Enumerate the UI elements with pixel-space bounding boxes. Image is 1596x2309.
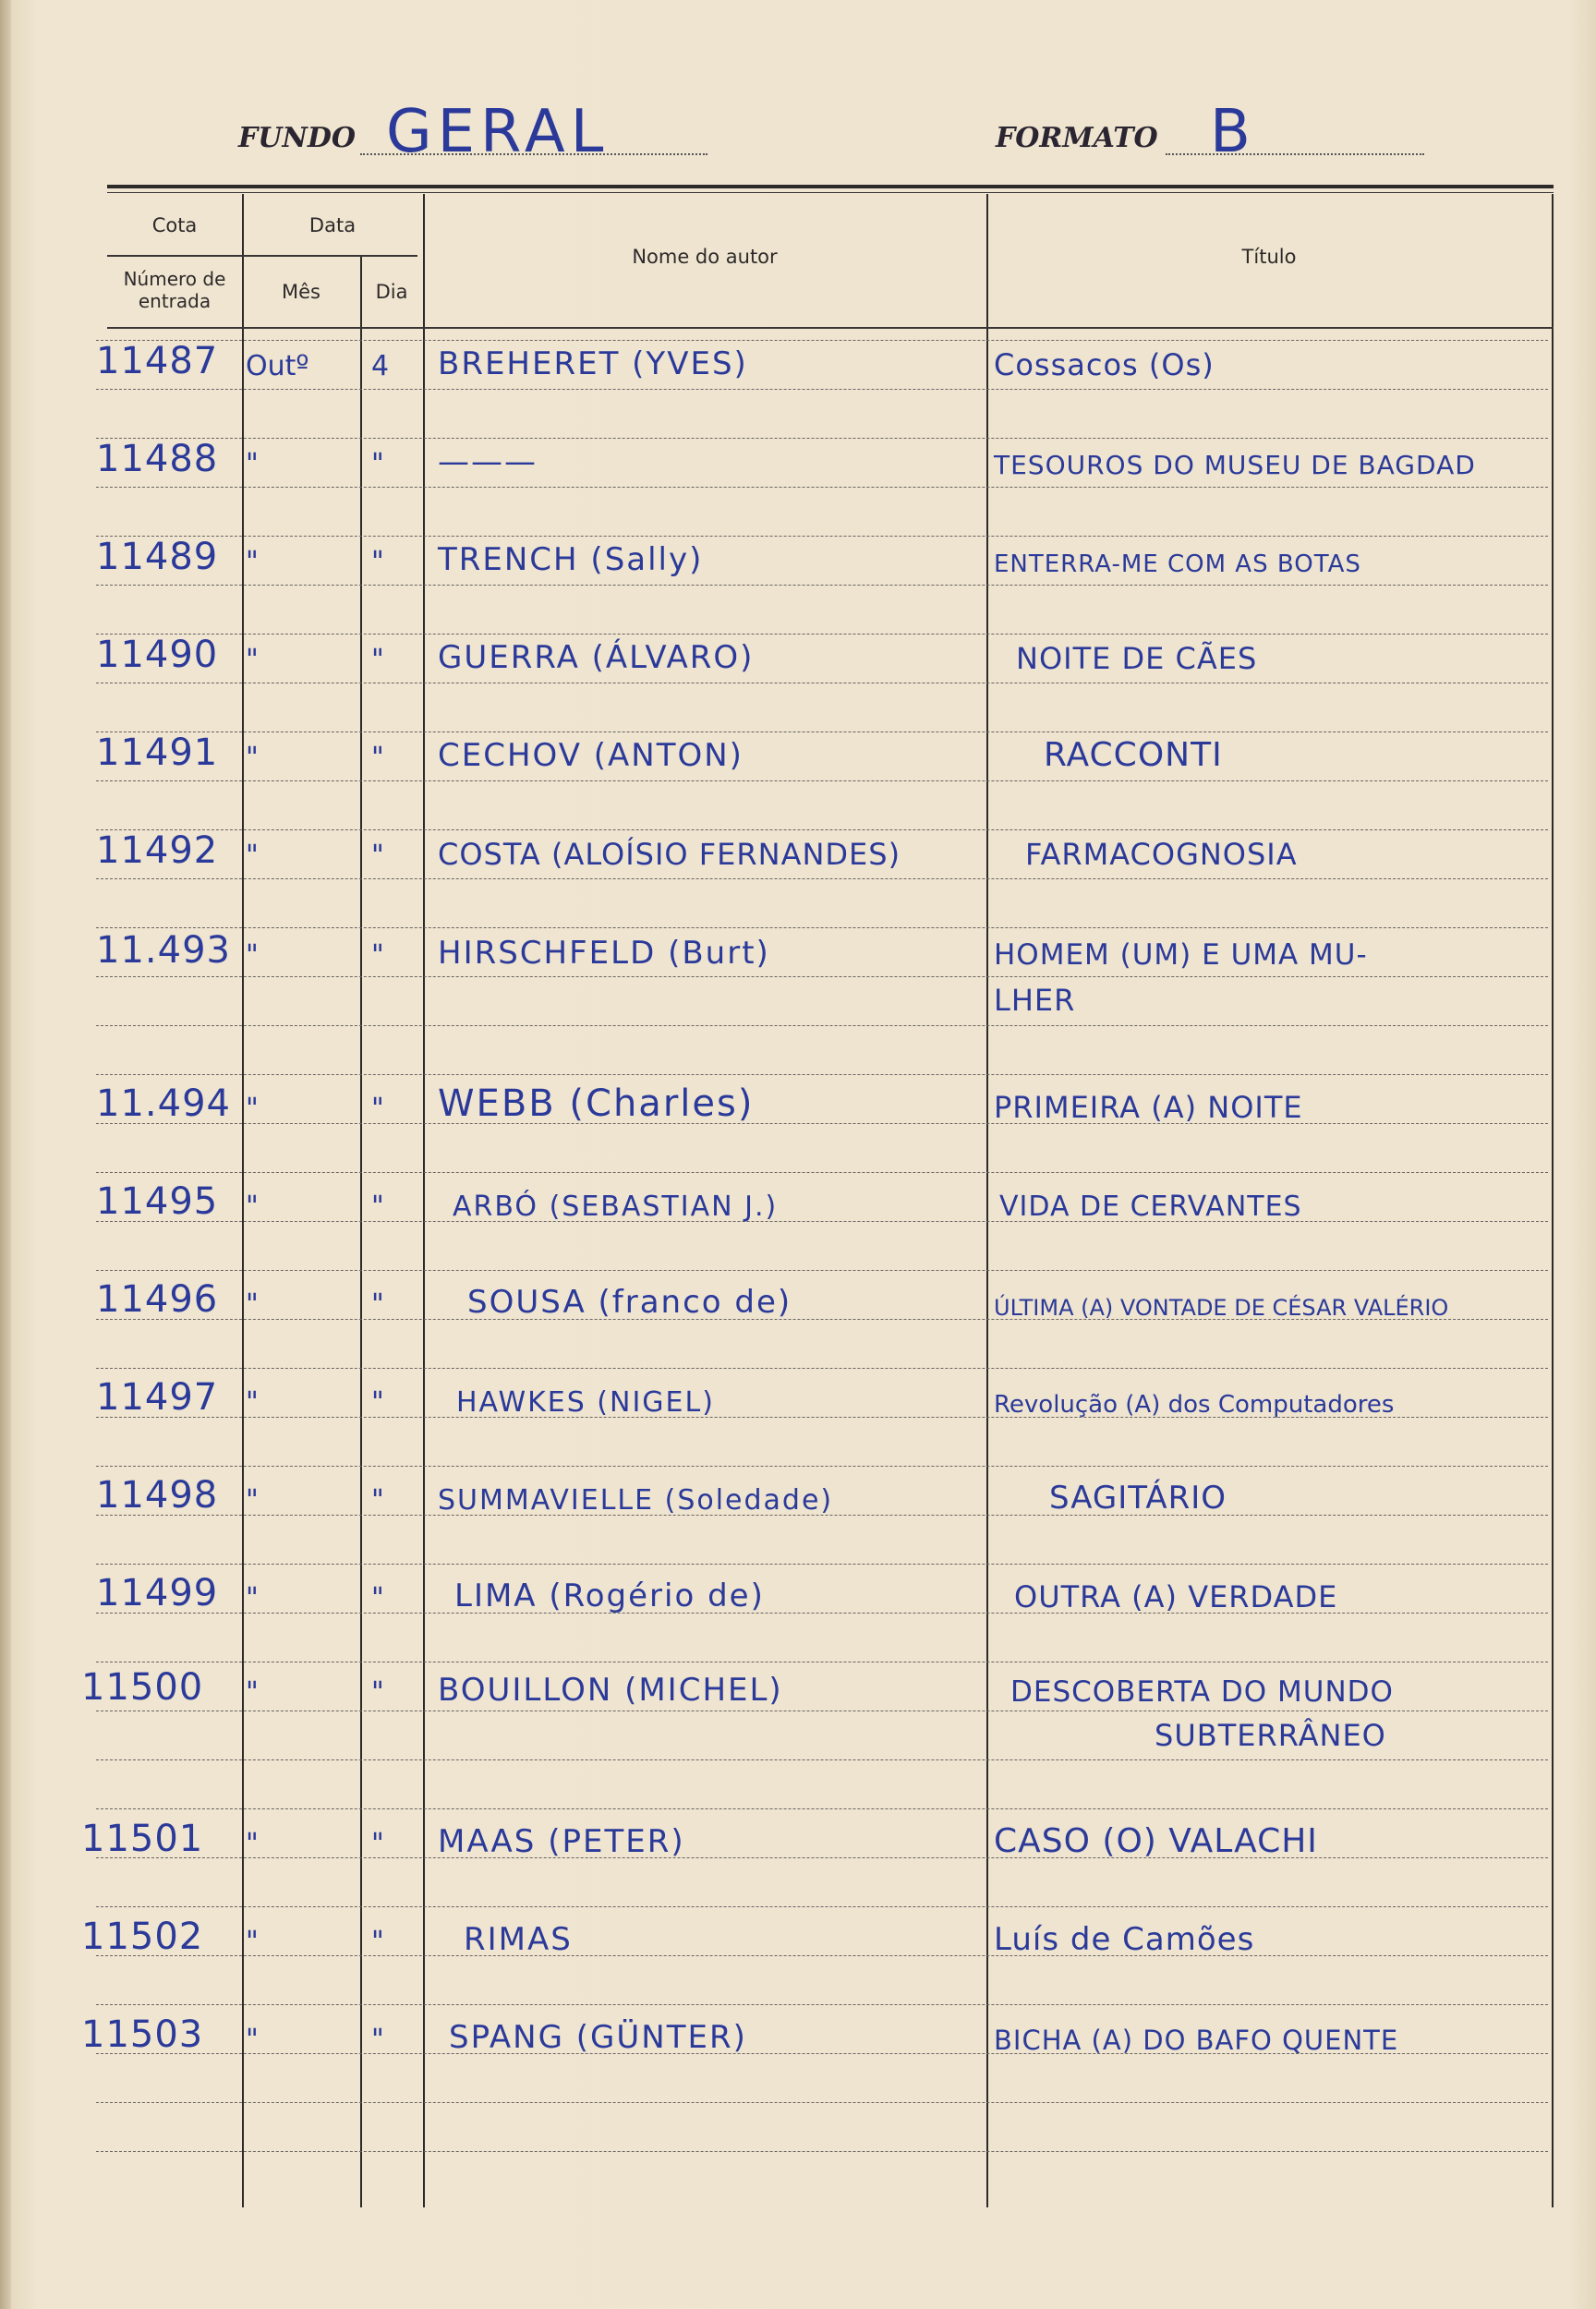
dia-cell: " — [371, 1191, 384, 1223]
formato-label: FORMATO — [996, 122, 1158, 154]
autor-cell: ARBÓ (SEBASTIAN J.) — [453, 1191, 779, 1223]
cota-cell: 11488 — [96, 438, 219, 480]
dia-cell: " — [371, 1828, 384, 1860]
ruled-line — [96, 2004, 1548, 2005]
fundo-value: GERAL — [386, 98, 610, 166]
mes-cell: " — [246, 1676, 259, 1709]
cota-cell: 11.494 — [96, 1082, 231, 1125]
table-row — [0, 1565, 1596, 1620]
mes-cell: " — [246, 939, 259, 972]
autor-cell: LIMA (Rogério de) — [454, 1578, 765, 1614]
titulo-cell: VIDA DE CERVANTES — [999, 1191, 1302, 1223]
mes-cell: " — [246, 1582, 259, 1614]
formato-underline — [1166, 153, 1424, 155]
table-row — [0, 922, 1596, 1018]
cota-cell: 11491 — [96, 731, 219, 774]
mes-cell: " — [246, 1926, 259, 1958]
cota-cell: 11492 — [96, 829, 219, 872]
mes-cell: " — [246, 448, 259, 480]
mes-cell: " — [246, 1828, 259, 1860]
titulo-cell: OUTRA (A) VERDADE — [1014, 1579, 1338, 1614]
autor-cell: BOUILLON (MICHEL) — [438, 1672, 783, 1709]
mes-cell: " — [246, 644, 259, 676]
dia-cell: " — [371, 448, 384, 480]
cota-cell: 11.493 — [96, 929, 231, 972]
cota-cell: 11500 — [81, 1666, 204, 1709]
autor-cell: MAAS (PETER) — [438, 1823, 685, 1860]
titulo-cell: FARMACOGNOSIA — [1025, 837, 1298, 872]
dia-cell: " — [371, 840, 384, 872]
autor-cell: HAWKES (NIGEL) — [456, 1386, 715, 1419]
dia-cell: " — [371, 1484, 384, 1517]
table-row — [0, 528, 1596, 584]
dia-cell: " — [371, 644, 384, 676]
titulo-cell: CASO (O) VALACHI — [994, 1822, 1318, 1860]
col-head-dia: Dia — [375, 281, 408, 303]
ruled-line — [96, 878, 1548, 879]
autor-cell: SOUSA (franco de) — [467, 1284, 792, 1321]
titulo-cell: RACCONTI — [1044, 736, 1223, 774]
titulo-cell: Cossacos (Os) — [994, 347, 1215, 382]
mes-cell: " — [246, 1484, 259, 1517]
autor-cell: WEBB (Charles) — [438, 1082, 755, 1125]
dia-cell: 4 — [371, 350, 390, 382]
dia-cell: " — [371, 1288, 384, 1321]
titulo-cell: NOITE DE CÃES — [1016, 641, 1258, 676]
titulo-cell: Revolução (A) dos Computadores — [994, 1391, 1395, 1419]
ruled-line — [96, 2151, 1548, 2152]
mes-cell: " — [246, 1093, 259, 1125]
ruled-line — [96, 2102, 1548, 2103]
titulo-cell: SAGITÁRIO — [1049, 1480, 1227, 1517]
table-top-rule — [107, 185, 1554, 188]
titulo-cell: ÚLTIMA (A) VONTADE DE CÉSAR VALÉRIO — [994, 1295, 1449, 1321]
dia-cell: " — [371, 1386, 384, 1419]
table-row — [0, 1659, 1596, 1753]
titulo-cell: HOMEM (UM) E UMA MU- — [994, 938, 1368, 972]
titulo-cell: Luís de Camões — [994, 1921, 1255, 1958]
mes-cell: " — [246, 840, 259, 872]
dia-cell: " — [371, 939, 384, 972]
formato-value: B — [1210, 98, 1256, 166]
col-head-mes: Mês — [282, 281, 320, 303]
table-top-rule-thin — [107, 192, 1554, 193]
autor-cell: TRENCH (Sally) — [438, 541, 704, 578]
table-row — [0, 1173, 1596, 1228]
cota-cell: 11489 — [96, 536, 219, 578]
table-row — [0, 1271, 1596, 1326]
table-row — [0, 1075, 1596, 1130]
titulo-continuation: SUBTERRÂNEO — [1155, 1718, 1386, 1753]
cota-cell: 11503 — [81, 2013, 204, 2056]
table-row — [0, 430, 1596, 486]
titulo-cell: DESCOBERTA DO MUNDO — [1010, 1675, 1394, 1709]
table-row — [0, 626, 1596, 682]
table-row — [0, 332, 1596, 388]
mes-cell: " — [246, 1288, 259, 1321]
ruled-line — [96, 1759, 1548, 1760]
cota-cell: 11487 — [96, 340, 219, 382]
titulo-cell: BICHA (A) DO BAFO QUENTE — [994, 2025, 1399, 2056]
autor-cell: GUERRA (ÁLVARO) — [438, 639, 755, 676]
table-row — [0, 1467, 1596, 1522]
mes-cell: Outº — [246, 350, 309, 382]
table-row — [0, 724, 1596, 780]
cota-cell: 11495 — [96, 1180, 219, 1223]
autor-cell: CECHOV (ANTON) — [438, 737, 744, 774]
header-bottom-rule — [107, 327, 1554, 329]
ruled-line — [96, 1906, 1548, 1907]
ruled-line — [96, 487, 1548, 488]
dia-cell: " — [371, 742, 384, 774]
col-head-numero-2: entrada — [138, 290, 212, 312]
autor-cell: RIMAS — [464, 1921, 573, 1958]
table-row — [0, 822, 1596, 877]
ruled-line — [96, 1808, 1548, 1809]
fundo-underline — [360, 153, 707, 155]
fundo-label: FUNDO — [238, 122, 357, 154]
ruled-line — [96, 1025, 1548, 1026]
cota-cell: 11502 — [81, 1916, 204, 1958]
cota-cell: 11498 — [96, 1474, 219, 1517]
dia-cell: " — [371, 1093, 384, 1125]
col-head-titulo: Título — [1241, 246, 1297, 268]
col-head-numero-1: Número de — [123, 268, 226, 290]
dia-cell: " — [371, 546, 384, 578]
autor-cell: HIRSCHFELD (Burt) — [438, 935, 770, 972]
table-row — [0, 1908, 1596, 1964]
dia-cell: " — [371, 1926, 384, 1958]
autor-cell: BREHERET (YVES) — [438, 345, 748, 382]
dia-cell: " — [371, 2024, 384, 2056]
header-mid-rule — [107, 255, 417, 257]
autor-cell: SPANG (GÜNTER) — [449, 2019, 747, 2056]
mes-cell: " — [246, 1191, 259, 1223]
ruled-line — [96, 780, 1548, 781]
cota-cell: 11497 — [96, 1376, 219, 1419]
dia-cell: " — [371, 1676, 384, 1709]
col-head-data: Data — [308, 214, 357, 236]
titulo-cell: PRIMEIRA (A) NOITE — [994, 1090, 1303, 1125]
titulo-continuation: LHER — [994, 983, 1076, 1018]
mes-cell: " — [246, 2024, 259, 2056]
autor-cell: ——— — [438, 443, 538, 480]
titulo-cell: TESOUROS DO MUSEU DE BAGDAD — [994, 450, 1476, 480]
autor-cell: COSTA (ALOÍSIO FERNANDES) — [438, 837, 901, 872]
ruled-line — [96, 585, 1548, 586]
table-row — [0, 1369, 1596, 1424]
cota-cell: 11501 — [81, 1818, 204, 1860]
col-head-autor: Nome do autor — [632, 246, 778, 268]
autor-cell: SUMMAVIELLE (Soledade) — [438, 1484, 834, 1517]
col-head-cota: Cota — [151, 214, 198, 236]
cota-cell: 11490 — [96, 634, 219, 676]
cota-cell: 11499 — [96, 1572, 219, 1614]
table-row — [0, 1810, 1596, 1866]
mes-cell: " — [246, 742, 259, 774]
cota-cell: 11496 — [96, 1278, 219, 1321]
ruled-line — [96, 389, 1548, 390]
table-row — [0, 2006, 1596, 2061]
mes-cell: " — [246, 1386, 259, 1419]
mes-cell: " — [246, 546, 259, 578]
titulo-cell: ENTERRA-ME COM AS BOTAS — [994, 550, 1361, 578]
dia-cell: " — [371, 1582, 384, 1614]
